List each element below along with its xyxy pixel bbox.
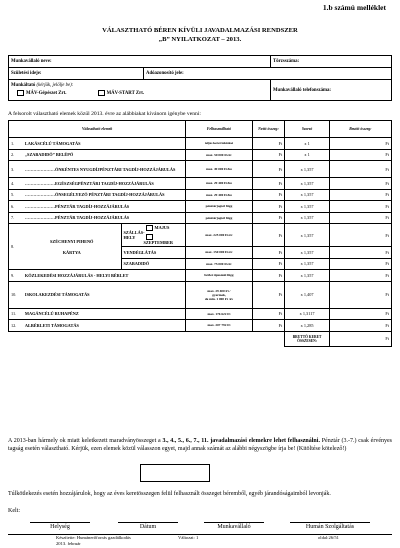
net-input[interactable]: Ft bbox=[252, 178, 285, 190]
footer-prepared: Készítette: Humánerőforrás gazdálkodás bbox=[56, 535, 131, 540]
annex-label: 1.b számú melléklet bbox=[322, 3, 386, 12]
employee-name-field[interactable]: Munkavállaló neve: bbox=[9, 56, 271, 68]
net-input[interactable]: Ft bbox=[252, 308, 285, 320]
form-title: VÁLASZTHATÓ BÉREN KÍVÜLI JAVADALMAZÁSI RENDSZER bbox=[102, 27, 298, 34]
employer-checkbox-gepeszet[interactable] bbox=[17, 90, 24, 96]
kelt-label: Kelt: bbox=[8, 508, 20, 514]
net-input[interactable]: Ft bbox=[252, 149, 285, 161]
signature-line-date[interactable] bbox=[118, 522, 178, 523]
total-value: Ft bbox=[329, 331, 391, 346]
employer-selector: Munkáltató (kérjük, jelölje be): MÁV-Gépészet Zrt. MÁV-START Zrt. bbox=[9, 80, 271, 101]
signature-label-date: Dátum bbox=[139, 524, 157, 530]
tax-id-field[interactable]: Adóazonosító jele: bbox=[144, 68, 392, 80]
signature-line-place[interactable] bbox=[30, 522, 90, 523]
element-number-box[interactable] bbox=[140, 464, 210, 482]
szep-may-checkbox[interactable] bbox=[146, 225, 153, 231]
table-row: 4. …………………EGÉSZSÉGPÉNZTÁRI TAGDÍJ-HOZZÁJÁRULÁS max. 29 400 Ft/hó Ft x 1,357 Ft bbox=[9, 178, 392, 190]
net-input[interactable]: Ft bbox=[252, 138, 285, 150]
birth-date-field[interactable]: Születési ideje: bbox=[9, 68, 144, 80]
footer-page: oldal:26/51 bbox=[318, 535, 339, 540]
signature-label-place: Helység bbox=[50, 524, 70, 530]
table-row: 2. „SZABADIDŐ” BELÉPŐ max. 50 000 Ft/év Ft x 1 Ft bbox=[9, 149, 392, 161]
net-input[interactable]: Ft bbox=[252, 161, 285, 178]
table-row: SZABADIDŐ max. 75 000 Ft/év Ft x 1,357 Ft bbox=[9, 258, 392, 270]
table-row: 8. SZÉCHENYI PIHENŐ KÁRTYA SZÁLLÁS-HELY MAJUS SZEPTEMBER max. 225 000 Ft/év Ft x 1,357 Ft bbox=[9, 224, 392, 247]
net-input[interactable]: Ft bbox=[252, 281, 285, 308]
table-row: 5. …………………ÖNSEGÉLYEZŐ PÉNZTÁRI TAGDÍJ-HOZZÁJÁRULÁS max. 29 400 Ft/hó Ft x 1,357 Ft bbox=[9, 189, 392, 201]
header-net: Nettó összeg: bbox=[252, 121, 285, 138]
footer-version: Változat: 1 bbox=[178, 535, 199, 540]
header-gross: Bruttó összeg: bbox=[329, 121, 391, 138]
net-input[interactable]: Ft bbox=[252, 270, 285, 282]
net-input[interactable]: Ft bbox=[252, 224, 285, 247]
elements-table bbox=[8, 120, 392, 347]
employer-checkbox-start[interactable] bbox=[98, 90, 105, 96]
footer-date: 2013. február bbox=[56, 541, 81, 546]
table-row: 6. …………………PÉNZTÁR TAGDÍJ-HOZZÁJÁRULÁS pénztárjogtól függ Ft x 1,357 Ft bbox=[9, 201, 392, 213]
net-input[interactable]: Ft bbox=[252, 320, 285, 332]
table-row: 9. KÖZLEKEDÉSI HOZZÁJÁRULÁS - HELYI BÉRLET bérlet típusától függ Ft x 1,357 Ft bbox=[9, 270, 392, 282]
net-input[interactable]: Ft bbox=[252, 258, 285, 270]
base-number-field[interactable]: Törzsszáma: bbox=[271, 56, 392, 68]
table-row: 11. MAGÁNCÉLÚ RUHAPÉNZ max. 176 622 Ft Ft x 1,3117 Ft bbox=[9, 308, 392, 320]
signature-label-employee: Munkavállaló bbox=[217, 524, 251, 530]
employee-info-table bbox=[8, 55, 392, 101]
remainder-paragraph: A 2013-ban hármely ok miatt keletkezett maradványösszeget a 3., 4., 5., 6., 7., 11. javadalmazási elemekre lehet felhasználni. Pénztár (3.-7.) csak érvényes tagság esetén választható. Kérjük, ezen elemek közül válasszon egyet, majd annak számát az alábbi négyszögbe írja be! (Kitöltése kötelező!) bbox=[8, 438, 393, 452]
form-subtitle: „B” NYILATKOZAT – 2013. bbox=[158, 36, 242, 43]
table-header-row bbox=[9, 121, 392, 138]
signature-line-hr[interactable] bbox=[290, 522, 370, 523]
consent-paragraph: Túlkötlekezés esetén hozzájárulok, hogy az éves keretösszegen felül felhasznált összeget béremből, egyéb járandóságaimból levonják. bbox=[8, 491, 331, 497]
net-input[interactable]: Ft bbox=[252, 189, 285, 201]
table-row: 12. ALBÉRLETI TÁMOGATÁS max. 207 792 Ft Ft x 1,285 Ft bbox=[9, 320, 392, 332]
szep-accommodation: SZÁLLÁS-HELY MAJUS SZEPTEMBER bbox=[121, 224, 186, 247]
table-row: 10. ISKOLAKEZDÉSI TÁMOGATÁS max. 29 400 Ft / gyermek, de min. 1 000 Ft /év Ft x 1,407 Ft bbox=[9, 281, 392, 308]
net-input[interactable]: Ft bbox=[252, 247, 285, 259]
phone-field[interactable]: Munkavállaló telefonszáma: bbox=[271, 80, 392, 101]
table-row: 3. …………………ÖNKÉNTES NYUGDÍJPÉNZTÁRI TAGDÍJ-HOZZÁJÁRULÁS max. 49 000 Ft/hó Ft x 1,357 Ft bbox=[9, 161, 392, 178]
signature-line-employee[interactable] bbox=[204, 522, 264, 523]
table-row: VENDÉGLÁTÁS max. 150 000 Ft/év Ft x 1,357 Ft bbox=[9, 247, 392, 259]
intro-text: A felsorolt választható elemek közül 2013. évre az alábbiakat kívánom igénybe venni: bbox=[8, 111, 201, 117]
szep-card-label: SZÉCHENYI PIHENŐ KÁRTYA bbox=[23, 224, 121, 270]
header-elements: Választható elemek bbox=[9, 121, 186, 138]
table-row: 1. LAKÁSCÉLÚ TÁMOGATÁS teljes keret lekötésé Ft x 1 Ft bbox=[9, 138, 392, 150]
header-multiplier: Szorzó bbox=[285, 121, 330, 138]
table-row: 7. …………………PÉNZTÁR TAGDÍJ-HOZZÁJÁRULÁS pénztárjogtól függ Ft x 1,357 Ft bbox=[9, 212, 392, 224]
total-label: BRUTTÓ KERET ÖSSZESEN: bbox=[285, 331, 330, 346]
header-limit: Felhasználható bbox=[186, 121, 252, 138]
net-input[interactable]: Ft bbox=[252, 201, 285, 213]
total-row bbox=[9, 331, 392, 346]
net-input[interactable]: Ft bbox=[252, 212, 285, 224]
signature-label-hr: Humán Szolgáltatás bbox=[305, 524, 355, 530]
